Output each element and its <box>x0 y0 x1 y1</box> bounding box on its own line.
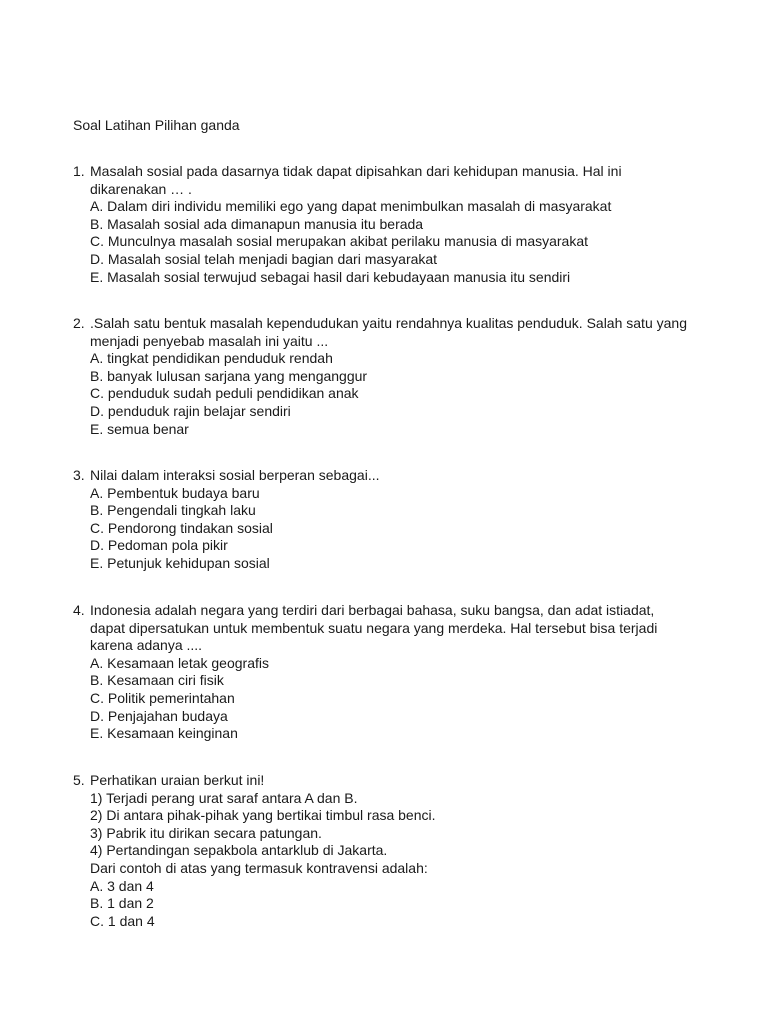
statement-item: 3) Pabrik itu dirikan secara patungan. <box>90 824 322 841</box>
option-a: A. tingkat pendidikan penduduk rendah <box>90 350 333 367</box>
statement-item: 2) Di antara pihak-pihak yang bertikai timbul rasa benci. <box>90 807 436 824</box>
question-text-line: Masalah sosial pada dasarnya tidak dapat dipisahkan dari kehidupan manusia. Hal ini <box>90 163 622 179</box>
question-3 <box>73 467 713 573</box>
option-d: D. penduduk rajin belajar sendiri <box>90 402 291 419</box>
option-e: E. Kesamaan keinginan <box>90 725 238 742</box>
statement-item: 1) Terjadi perang urat saraf antara A dan B. <box>90 789 358 806</box>
question-1 <box>73 163 713 286</box>
option-d: D. Masalah sosial telah menjadi bagian dari masyarakat <box>90 250 438 267</box>
question-2 <box>73 315 713 438</box>
question-number: 3. <box>73 467 85 483</box>
question-text-line: karena adanya .... <box>90 637 203 654</box>
question-text-line: dikarenakan … . <box>90 180 192 197</box>
question-stem <box>73 163 713 181</box>
question-5 <box>73 772 713 930</box>
option-d: D. Pedoman pola pikir <box>90 537 228 554</box>
question-stem <box>73 467 713 485</box>
option-b: B. banyak lulusan sarjana yang menganggur <box>90 367 368 384</box>
question-text-line: dapat dipersatukan untuk membentuk suatu negara yang merdeka. Hal tersebut bisa terjadi <box>90 619 658 636</box>
question-number: 4. <box>73 602 85 618</box>
question-stem <box>73 315 713 333</box>
option-b: B. 1 dan 2 <box>90 895 154 912</box>
question-4 <box>73 602 713 743</box>
question-number: 5. <box>73 772 85 788</box>
question-stem <box>73 772 713 790</box>
question-stem <box>73 602 713 620</box>
option-c: C. Pendorong tindakan sosial <box>90 519 273 536</box>
question-text-line: Indonesia adalah negara yang terdiri dari berbagai bahasa, suku bangsa, dan adat istiadat, <box>90 602 655 618</box>
option-e: E. semua benar <box>90 420 189 437</box>
option-d: D. Penjajahan budaya <box>90 707 228 724</box>
option-b: B. Masalah sosial ada dimanapun manusia itu berada <box>90 215 424 232</box>
option-c: C. Munculnya masalah sosial merupakan akibat perilaku manusia di masyarakat <box>90 233 589 250</box>
statement-item: 4) Pertandingan sepakbola antarklub di Jakarta. <box>90 842 388 859</box>
option-c: C. 1 dan 4 <box>90 912 155 929</box>
option-c: C. penduduk sudah peduli pendidikan anak <box>90 385 359 402</box>
document-title: Soal Latihan Pilihan ganda <box>73 117 240 133</box>
option-a: A. Pembentuk budaya baru <box>90 484 260 501</box>
question-text-line: .Salah satu bentuk masalah kependudukan yaitu rendahnya kualitas penduduk. Salah satu yang <box>90 315 687 331</box>
option-a: A. Dalam diri individu memiliki ego yang dapat menimbulkan masalah di masyarakat <box>90 198 612 215</box>
question-follow-up: Dari contoh di atas yang termasuk kontravensi adalah: <box>90 859 428 876</box>
question-number: 2. <box>73 315 85 331</box>
question-text-line: Nilai dalam interaksi sosial berperan sebagai... <box>90 467 380 483</box>
option-e: E. Masalah sosial terwujud sebagai hasil dari kebudayaan manusia itu sendiri <box>90 268 571 285</box>
option-e: E. Petunjuk kehidupan sosial <box>90 554 270 571</box>
question-text-line: menjadi penyebab masalah ini yaitu ... <box>90 332 329 349</box>
option-b: B. Kesamaan ciri fisik <box>90 672 224 689</box>
option-c: C. Politik pemerintahan <box>90 689 235 706</box>
option-a: A. Kesamaan letak geografis <box>90 654 269 671</box>
question-text-line: Perhatikan uraian berkut ini! <box>90 772 265 788</box>
option-a: A. 3 dan 4 <box>90 877 154 894</box>
option-b: B. Pengendali tingkah laku <box>90 502 256 519</box>
question-number: 1. <box>73 163 85 179</box>
